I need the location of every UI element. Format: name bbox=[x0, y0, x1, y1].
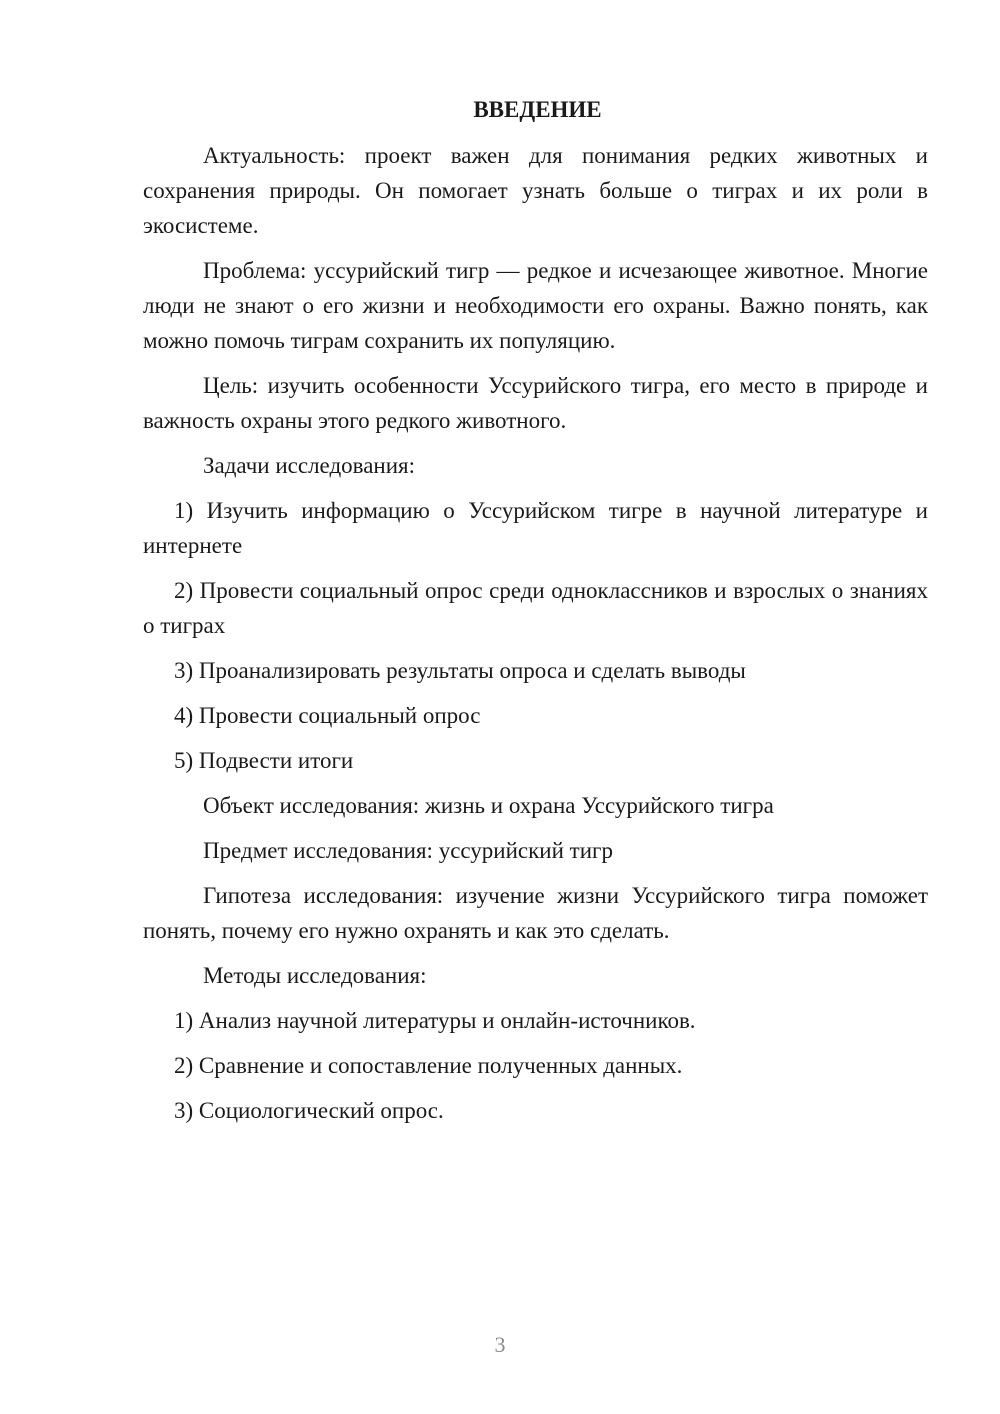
hypothesis-paragraph: Гипотеза исследования: изучение жизни Уссурийского тигра поможет понять, почему его нужно охранять и как это сделать. bbox=[143, 883, 928, 943]
task-item: 4) Провести социальный опрос bbox=[174, 703, 481, 728]
relevance-paragraph: Актуальность: проект важен для понимания редких животных и сохранения природы. Он помогает узнать больше о тиграх и их роли в экосистеме. bbox=[143, 143, 928, 238]
section-title: ВВЕДЕНИЕ bbox=[473, 97, 602, 122]
method-item: 1) Анализ научной литературы и онлайн-источников. bbox=[174, 1008, 696, 1033]
page-number: 3 bbox=[494, 1332, 506, 1357]
task-item: 1) Изучить информацию о Уссурийском тигре в научной литературе и интернете bbox=[143, 498, 928, 558]
method-item: 3) Социологический опрос. bbox=[174, 1098, 444, 1123]
tasks-heading: Задачи исследования: bbox=[203, 453, 416, 478]
task-item: 2) Провести социальный опрос среди одноклассников и взрослых о знаниях о тиграх bbox=[143, 578, 928, 638]
goal-paragraph: Цель: изучить особенности Уссурийского тигра, его место в природе и важность охраны этого редкого животного. bbox=[143, 373, 928, 433]
subject-paragraph: Предмет исследования: уссурийский тигр bbox=[203, 838, 613, 863]
method-item: 2) Сравнение и сопоставление полученных данных. bbox=[174, 1053, 683, 1078]
object-paragraph: Объект исследования: жизнь и охрана Уссурийского тигра bbox=[203, 793, 774, 818]
task-item: 5) Подвести итоги bbox=[174, 748, 354, 773]
task-item: 3) Проанализировать результаты опроса и сделать выводы bbox=[174, 658, 746, 683]
methods-heading: Методы исследования: bbox=[203, 963, 427, 988]
problem-paragraph: Проблема: уссурийский тигр — редкое и исчезающее животное. Многие люди не знают о его жизни и необходимости его охраны. Важно понять, как можно помочь тиграм сохранить их популяцию. bbox=[143, 258, 928, 353]
document-page bbox=[143, 92, 928, 1138]
